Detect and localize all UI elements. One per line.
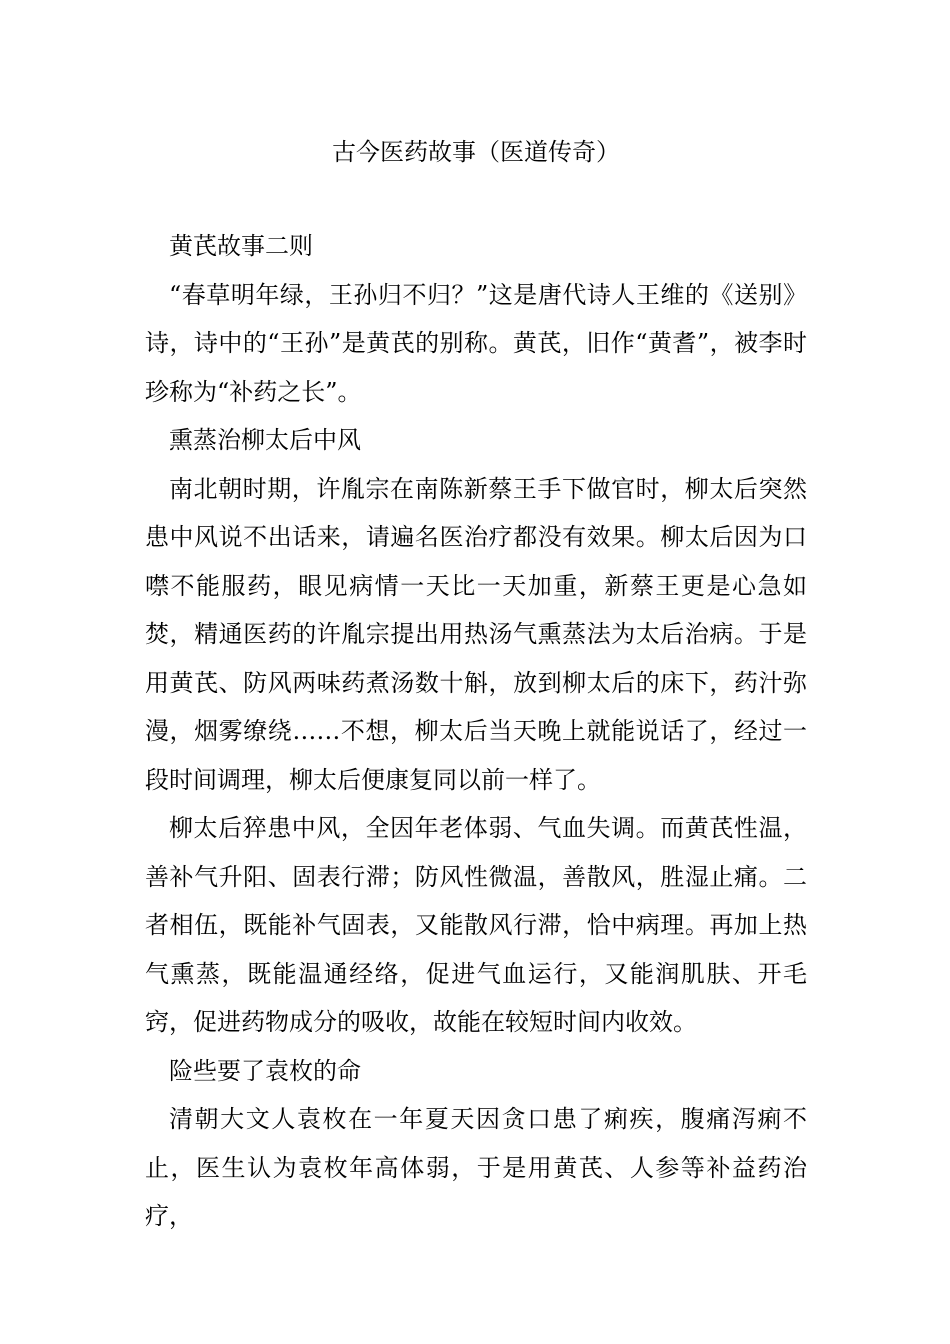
paragraph: 南北朝时期，许胤宗在南陈新蔡王手下做官时，柳太后突然患中风说不出话来，请遍名医治疗都没有效果。柳太后因为口噤不能服药，眼见病情一天比一天加重，新蔡王更是心急如焚，精通医药的许胤宗提出用热汤气熏蒸法为太后治病。于是用黄芪、防风两味药煮汤数十斛，放到柳太后的床下，药汁弥漫，烟雾缭绕……不想，柳太后当天晚上就能说话了，经过一段时间调理，柳太后便康复同以前一样了。 [145,474,807,794]
section-huangqi-stories [145,222,807,1241]
section-heading: 熏蒸治柳太后中风 [169,426,361,454]
section-heading: 黄芪故事二则 [169,232,313,260]
paragraph: 柳太后猝患中风，全因年老体弱、气血失调。而黄芪性温，善补气升阳、固表行滞；防风性微温，善散风，胜湿止痛。二者相伍，既能补气固表，又能散风行滞，恰中病理。再加上热气熏蒸，既能温通经络，促进气血运行，又能润肌肤、开毛窍，促进药物成分的吸收，故能在较短时间内收效。 [145,814,807,1036]
page-title: 古今医药故事（医道传奇） [332,138,620,166]
section-heading: 险些要了袁枚的命 [169,1056,361,1085]
paragraph: “春草明年绿，王孙归不归？”这是唐代诗人王维的《送别》诗，诗中的“王孙”是黄芪的别称。黄芪，旧作“黄耆”，被李时珍称为“补药之长”。 [145,280,807,406]
document-page [145,0,807,1344]
paragraph: 清朝大文人袁枚在一年夏天因贪口患了痢疾，腹痛泻痢不止，医生认为袁枚年高体弱，于是用黄芪、人参等补益药治疗， [145,1105,807,1230]
